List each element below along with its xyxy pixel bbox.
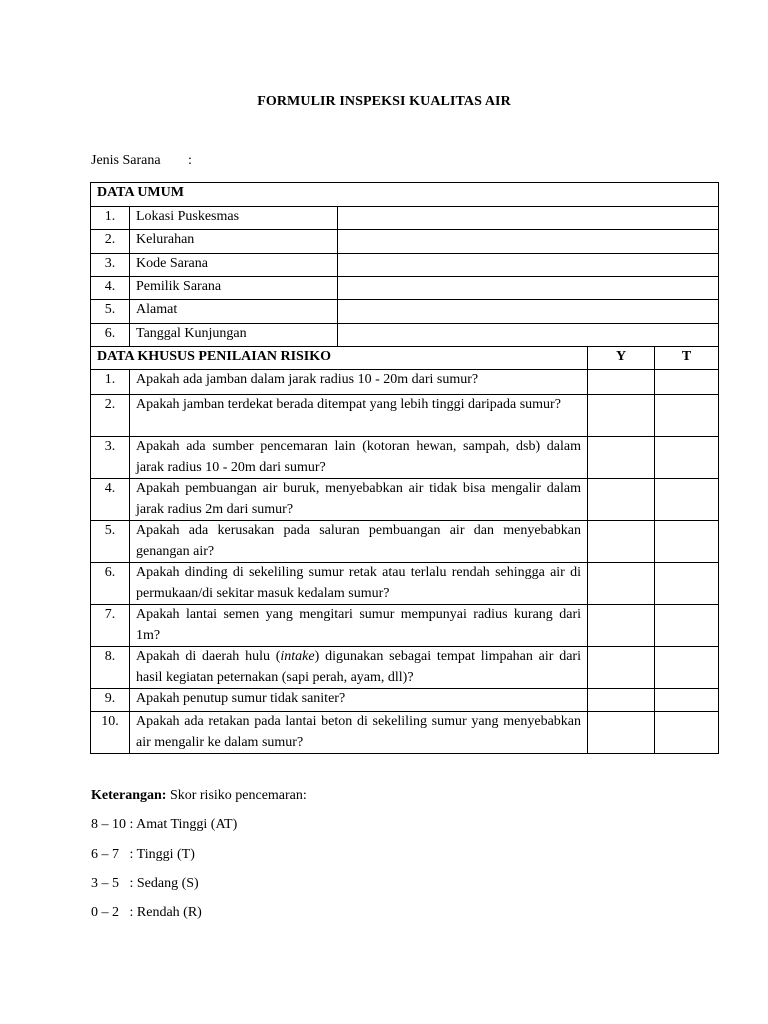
- answer-t-cell[interactable]: [655, 370, 719, 395]
- row-value-field[interactable]: [338, 300, 719, 324]
- table-row: [91, 521, 719, 563]
- table-row: [91, 253, 719, 277]
- row-label: Kode Sarana: [130, 253, 338, 277]
- row-number: 4.: [91, 277, 130, 300]
- col-t-header: T: [655, 346, 719, 370]
- data-umum-header: DATA UMUM: [91, 183, 719, 207]
- legend-item: [91, 847, 195, 863]
- row-value-field[interactable]: [338, 230, 719, 254]
- answer-y-cell[interactable]: [588, 479, 655, 521]
- question-text: Apakah pembuangan air buruk, menyebabkan air tidak bisa mengalir dalam jarak radius 2m dari sumur?: [130, 479, 588, 521]
- table-row: [91, 712, 719, 754]
- table-row: [91, 479, 719, 521]
- jenis-sarana: [91, 153, 192, 169]
- row-number: 4.: [91, 479, 130, 521]
- row-number: 8.: [91, 647, 130, 689]
- table-row: [91, 206, 719, 230]
- row-number: 6.: [91, 563, 130, 605]
- legend-range: 3 – 5: [91, 876, 119, 891]
- answer-y-cell[interactable]: [588, 521, 655, 563]
- legend-range: 0 – 2: [91, 905, 119, 920]
- jenis-sarana-label: Jenis Sarana: [91, 153, 161, 168]
- row-label: Alamat: [130, 300, 338, 324]
- table-row: [91, 437, 719, 479]
- row-number: 7.: [91, 605, 130, 647]
- legend-desc: : Sedang (S): [119, 876, 199, 891]
- row-number: 3.: [91, 253, 130, 277]
- answer-t-cell[interactable]: [655, 479, 719, 521]
- legend-range: 8 – 10: [91, 817, 126, 832]
- answer-t-cell[interactable]: [655, 689, 719, 712]
- row-number: 5.: [91, 300, 130, 324]
- row-number: 1.: [91, 370, 130, 395]
- answer-t-cell[interactable]: [655, 605, 719, 647]
- answer-t-cell[interactable]: [655, 437, 719, 479]
- table-row: [91, 605, 719, 647]
- question-text: Apakah dinding di sekeliling sumur retak atau terlalu rendah sehingga air di permukaan/di sekitar masuk kedalam sumur?: [130, 563, 588, 605]
- row-label: Lokasi Puskesmas: [130, 206, 338, 230]
- legend-desc: : Tinggi (T): [119, 847, 195, 862]
- row-number: 5.: [91, 521, 130, 563]
- row-value-field[interactable]: [338, 253, 719, 277]
- table-row: [91, 647, 719, 689]
- row-value-field[interactable]: [338, 206, 719, 230]
- question-text-italic: intake: [280, 649, 315, 664]
- table-row: [91, 370, 719, 395]
- row-number: 10.: [91, 712, 130, 754]
- question-text-post: ) digunakan sebagai tempat limpahan air dari hasil kegiatan peternakan (sapi perah, ayam, dll)?: [136, 649, 581, 685]
- row-label: Pemilik Sarana: [130, 277, 338, 300]
- answer-t-cell[interactable]: [655, 712, 719, 754]
- answer-t-cell[interactable]: [655, 521, 719, 563]
- legend-item: [91, 817, 237, 833]
- col-y-header: Y: [588, 346, 655, 370]
- legend-desc: : Rendah (R): [119, 905, 202, 920]
- answer-y-cell[interactable]: [588, 605, 655, 647]
- question-text: Apakah jamban terdekat berada ditempat yang lebih tinggi daripada sumur?: [130, 395, 588, 437]
- question-text: [130, 647, 588, 689]
- question-text: Apakah lantai semen yang mengitari sumur mempunyai radius kurang dari 1m?: [130, 605, 588, 647]
- answer-y-cell[interactable]: [588, 437, 655, 479]
- jenis-sarana-colon: :: [188, 153, 192, 168]
- legend-text: Skor risiko pencemaran:: [166, 788, 307, 803]
- question-text: Apakah ada kerusakan pada saluran pembuangan air dan menyebabkan genangan air?: [130, 521, 588, 563]
- table-row: [91, 300, 719, 324]
- row-number: 1.: [91, 206, 130, 230]
- answer-y-cell[interactable]: [588, 563, 655, 605]
- question-text: Apakah ada jamban dalam jarak radius 10 - 20m dari sumur?: [130, 370, 588, 395]
- legend-title: [91, 788, 307, 804]
- answer-y-cell[interactable]: [588, 689, 655, 712]
- answer-t-cell[interactable]: [655, 563, 719, 605]
- form-title: FORMULIR INSPEKSI KUALITAS AIR: [257, 94, 511, 109]
- row-number: 9.: [91, 689, 130, 712]
- question-text-pre: Apakah di daerah hulu (: [136, 649, 281, 664]
- table-row: [91, 395, 719, 437]
- table-row: [91, 277, 719, 300]
- data-khusus-header-row: [91, 346, 719, 370]
- table-row: [91, 689, 719, 712]
- table-row: [91, 230, 719, 254]
- question-text: Apakah ada sumber pencemaran lain (kotoran hewan, sampah, dsb) dalam jarak radius 10 - 20m dari sumur?: [130, 437, 588, 479]
- question-text: Apakah penutup sumur tidak saniter?: [130, 689, 588, 712]
- row-number: 6.: [91, 323, 130, 346]
- legend-item: [91, 876, 199, 892]
- row-label: Tanggal Kunjungan: [130, 323, 338, 346]
- data-khusus-header: DATA KHUSUS PENILAIAN RISIKO: [91, 346, 588, 370]
- answer-y-cell[interactable]: [588, 712, 655, 754]
- row-number: 2.: [91, 395, 130, 437]
- table-row: [91, 563, 719, 605]
- row-value-field[interactable]: [338, 277, 719, 300]
- row-number: 2.: [91, 230, 130, 254]
- answer-y-cell[interactable]: [588, 647, 655, 689]
- data-umum-header-row: [91, 183, 719, 207]
- row-number: 3.: [91, 437, 130, 479]
- answer-y-cell[interactable]: [588, 370, 655, 395]
- answer-t-cell[interactable]: [655, 395, 719, 437]
- legend-desc: : Amat Tinggi (AT): [126, 817, 238, 832]
- row-label: Kelurahan: [130, 230, 338, 254]
- answer-t-cell[interactable]: [655, 647, 719, 689]
- inspection-table: [90, 182, 719, 754]
- answer-y-cell[interactable]: [588, 395, 655, 437]
- question-text: Apakah ada retakan pada lantai beton di sekeliling sumur yang menyebabkan air mengalir ke dalam sumur?: [130, 712, 588, 754]
- legend-range: 6 – 7: [91, 847, 119, 862]
- legend-label: Keterangan:: [91, 788, 167, 803]
- legend-item: [91, 905, 202, 921]
- row-value-field[interactable]: [338, 323, 719, 346]
- table-row: [91, 323, 719, 346]
